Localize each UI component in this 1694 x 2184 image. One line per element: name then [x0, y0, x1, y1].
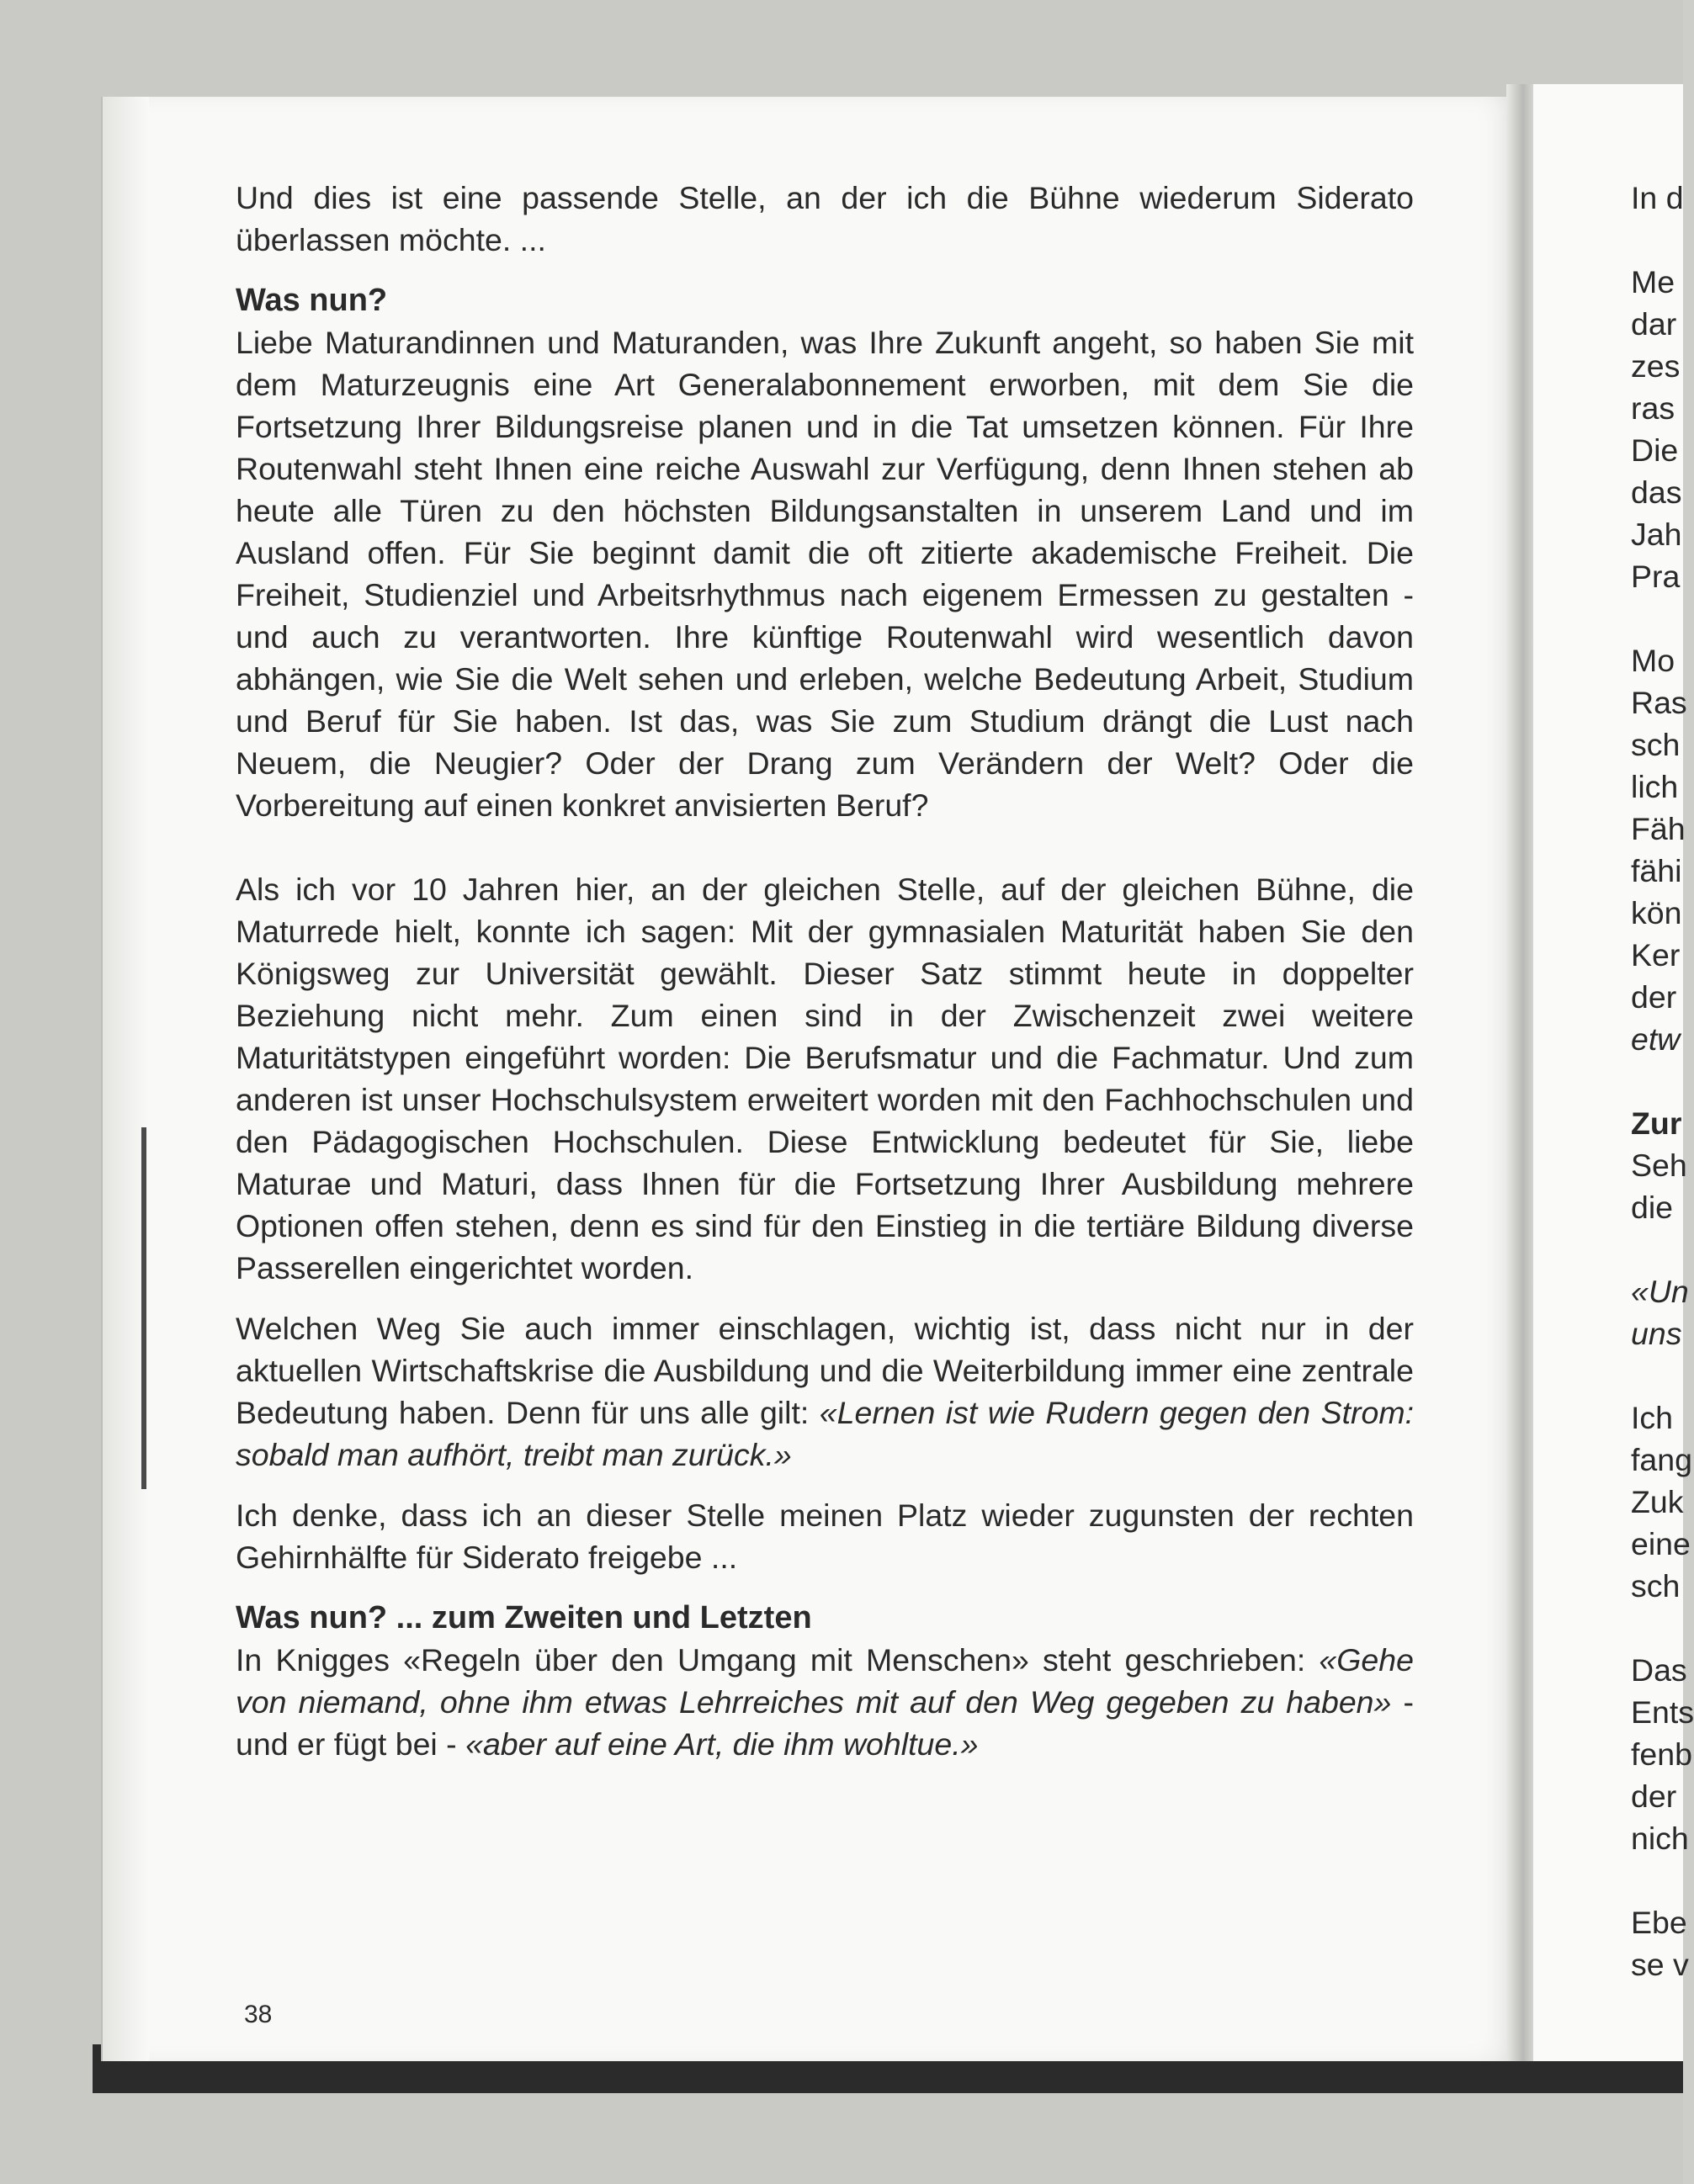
right-line: nich [1631, 1821, 1689, 1856]
right-line: Zuk [1631, 1484, 1684, 1519]
quote-knigge-2: «aber auf eine Art, die ihm wohltue.» [465, 1726, 979, 1762]
right-line: fenb [1631, 1736, 1692, 1772]
right-line: Ich [1631, 1400, 1674, 1435]
right-line: kön [1631, 895, 1682, 930]
quote-lernen-rudern: «Lernen ist wie Rudern gegen den Strom: sobald man aufhört, treibt man zurück.» [236, 1395, 1415, 1472]
right-line: Fäh [1631, 811, 1686, 846]
right-line: etw [1631, 1021, 1681, 1057]
right-line: fähi [1631, 853, 1682, 888]
right-line: sch [1631, 1568, 1681, 1604]
right-line: Jah [1631, 517, 1682, 552]
left-page-edge [101, 97, 149, 2061]
paragraph-siderato: Ich denke, dass ich an dieser Stelle meinen Platz wieder zugunsten der rechten Gehirnhälfte für Siderato freigebe ... [236, 1498, 1414, 1575]
right-line: Ebe [1631, 1905, 1687, 1940]
right-line: Zur [1631, 1105, 1682, 1141]
right-line: sch [1631, 727, 1681, 762]
paragraph-knigge [236, 1639, 1414, 1765]
right-line: Mo [1631, 643, 1675, 678]
section-heading-zum-zweiten: Was nun? ... zum Zweiten und Letzten [236, 1600, 812, 1635]
right-line: se v [1631, 1947, 1689, 1982]
paragraph-zukunft: Liebe Maturandinnen und Maturanden, was Ihre Zukunft angeht, so haben Sie mit dem Maturzeugnis eine Art Generalabonnement erworben, mit dem Sie die Fortsetzung Ihrer Bildungsreise planen und in die Tat umsetzen können. Für Ihre Routenwahl steht Ihnen eine reiche Auswahl zur Verfügung, denn Ihnen stehen ab heute alle Türen zu den höchsten Bildungsanstalten in unserem Land und im Ausland offen. Für Sie beginnt damit die oft zitierte akademische Freiheit. Die Freiheit, Studienziel und Arbeitsrhythmus nach eigenem Ermessen zu gestalten - und auch zu verantworten. Ihre künftige Routenwahl wird wesentlich davon abhängen, wie Sie die Welt sehen und erleben, welche Bedeutung Arbeit, Studium und Beruf für Sie haben. Ist das, was Sie zum Studium drängt die Lust nach Neuem, die Neugier? Oder der Drang zum Verändern der Welt? Oder die Vorbereitung auf einen konkret anvisierten Beruf? [236, 325, 1414, 823]
page-number: 38 [244, 2001, 273, 2028]
right-line: Ker [1631, 937, 1681, 973]
paragraph-weiterbildung [236, 1307, 1414, 1476]
right-line: «Un [1631, 1274, 1689, 1309]
knigge-connector: - und er fügt bei - [236, 1684, 1414, 1762]
right-line: Die [1631, 432, 1679, 468]
right-line: Seh [1631, 1148, 1687, 1183]
right-line: Das [1631, 1652, 1687, 1688]
intro-paragraph: Und dies ist eine passende Stelle, an der ich die Bühne wiederum Siderato überlassen möchte. ... [236, 180, 1414, 257]
right-line: das [1631, 474, 1682, 510]
left-page-text [236, 177, 1414, 1765]
right-line: der [1631, 1778, 1677, 1814]
right-line: ras [1631, 390, 1675, 426]
page-stack-edge [141, 1127, 146, 1489]
right-line: eine [1631, 1526, 1691, 1561]
right-line: Pra [1631, 559, 1681, 594]
right-line: In d [1631, 180, 1684, 215]
right-line: dar [1631, 306, 1677, 342]
right-line: Ras [1631, 685, 1687, 720]
quote-knigge-1: «Gehe von niemand, ohne ihm etwas Lehrreiches mit auf den Weg gegeben zu haben» [236, 1642, 1414, 1720]
right-line: zes [1631, 348, 1681, 384]
right-line: Me [1631, 264, 1675, 300]
paragraph-maturrede: Als ich vor 10 Jahren hier, an der gleichen Stelle, auf der gleichen Bühne, die Maturrede hielt, konnte ich sagen: Mit der gymnasialen Maturität haben Sie den Königsweg zur Universität gewählt. Dieser Satz stimmt heute in doppelter Beziehung nicht mehr. Zum einen sind in der Zwischenzeit zwei weitere Maturitätstypen eingeführt worden: Die Berufsmatur und die Fachmatur. Und zum anderen ist unser Hochschulsystem erweitert worden mit den Fachhochschulen und den Pädagogischen Hochschulen. Diese Entwicklung bedeutet für Sie, liebe Maturae und Maturi, dass Ihnen für die Fortsetzung Ihrer Ausbildung mehrere Optionen offen stehen, denn es sind für den Einstieg in die tertiäre Bildung diverse Passerellen eingerichtet worden. [236, 872, 1414, 1285]
section-heading-was-nun: Was nun? [236, 283, 388, 318]
right-line: uns [1631, 1316, 1682, 1351]
paragraph-weiterbildung-text: Welchen Weg Sie auch immer einschlagen, wichtig ist, dass nicht nur in der aktuellen Wirtschaftskrise die Ausbildung und die Weiterbildung immer eine zentrale Bedeutung haben. Denn für uns alle gilt: [236, 1311, 1414, 1430]
right-line: Ents [1631, 1694, 1694, 1730]
right-line: lich [1631, 769, 1679, 804]
right-page-text-fragments [1631, 177, 1694, 1985]
right-line: fang [1631, 1442, 1692, 1477]
right-line: der [1631, 979, 1677, 1015]
knigge-intro: In Knigges «Regeln über den Umgang mit Menschen» steht geschrieben: [236, 1642, 1320, 1678]
right-line: die [1631, 1190, 1674, 1225]
